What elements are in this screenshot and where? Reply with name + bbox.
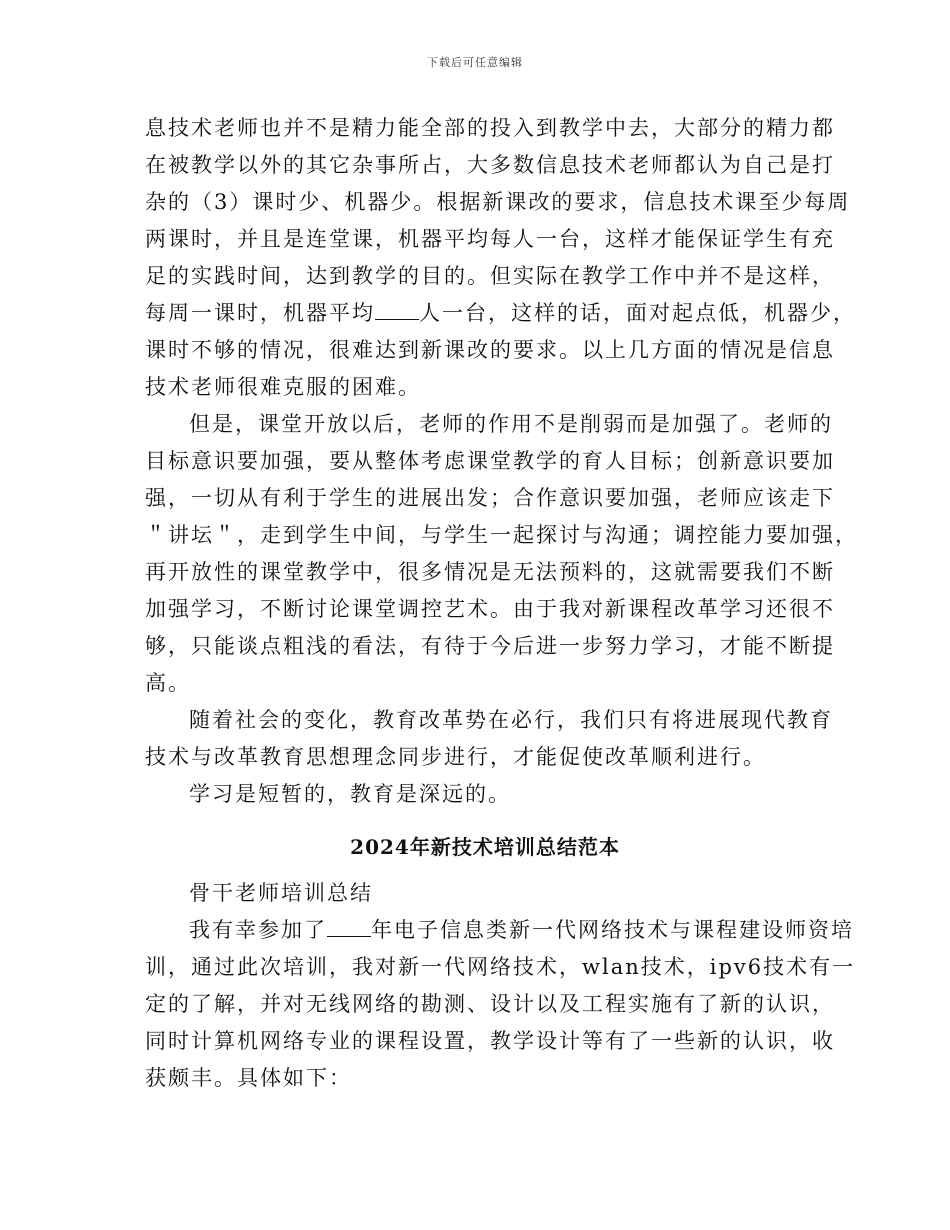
paragraph-line: 技术与改革教育思想理念同步进行，才能促使改革顺利进行。 — [145, 745, 766, 769]
paragraph-line: 足的实践时间，达到教学的目的。但实际在教学工作中并不是这样， — [145, 264, 835, 288]
paragraph-line: 但是，课堂开放以后，老师的作用不是削弱而是加强了。老师的 — [189, 412, 833, 436]
paragraph-line: 高。 — [145, 671, 191, 695]
paragraph-line: 同时计算机网络专业的课程设置，教学设计等有了一些新的认识，收 — [145, 1029, 835, 1053]
paragraph-line: 够，只能谈点粗浅的看法，有待于今后进一步努力学习，才能不断提 — [145, 634, 835, 658]
paragraph-line: 学习是短暂的，教育是深远的。 — [189, 782, 511, 806]
text-fragment: 人一台，这样的话，面对起点低，机器少， — [419, 301, 856, 325]
text-fragment: 每周一课时，机器平均 — [145, 301, 375, 325]
paragraph-line: 目标意识要加强，要从整体考虑课堂教学的育人目标；创新意识要加 — [145, 449, 835, 473]
fill-in-blank — [375, 297, 419, 320]
paragraph-line: ＂讲坛＂，走到学生中间，与学生一起探讨与沟通；调控能力要加强， — [145, 523, 858, 547]
paragraph-line: 课时不够的情况，很难达到新课改的要求。以上几方面的情况是信息 — [145, 338, 835, 362]
paragraph-line: 技术老师很难克服的困难。 — [145, 375, 421, 399]
paragraph-line: 杂的（3）课时少、机器少。根据新课改的要求，信息技术课至少每周 — [145, 190, 851, 214]
paragraph-line: 加强学习，不断讨论课堂调控艺术。由于我对新课程改革学习还很不 — [145, 597, 835, 621]
paragraph-line: 获颇丰。具体如下： — [145, 1066, 352, 1090]
paragraph-line: 息技术老师也并不是精力能全部的投入到教学中去，大部分的精力都 — [145, 116, 835, 140]
text-fragment: 年电子信息类新一代网络技术与课程建设师资培 — [371, 918, 854, 942]
paragraph-line — [145, 912, 854, 949]
section-subtitle: 骨干老师培训总结 — [189, 881, 373, 905]
paragraph-line: 定的了解，并对无线网络的勘测、设计以及工程实施有了新的认识， — [145, 992, 835, 1016]
section-title: 2024年新技术培训总结范本 — [350, 835, 620, 859]
paragraph-line: 随着社会的变化，教育改革势在必行，我们只有将进展现代教育 — [189, 708, 833, 732]
paragraph-line — [145, 295, 856, 332]
paragraph-line: 再开放性的课堂教学中，很多情况是无法预料的，这就需要我们不断 — [145, 560, 835, 584]
paragraph-line: 训，通过此次培训，我对新一代网络技术，wlan技术，ipv6技术有一 — [145, 955, 856, 979]
paragraph-line: 在被教学以外的其它杂事所占，大多数信息技术老师都认为自己是打 — [145, 153, 835, 177]
document-body — [145, 110, 858, 1097]
fill-in-blank — [327, 914, 371, 937]
paragraph-line: 两课时，并且是连堂课，机器平均每人一台，这样才能保证学生有充 — [145, 227, 835, 251]
text-fragment: 我有幸参加了 — [189, 918, 327, 942]
paragraph-line: 强，一切从有利于学生的进展出发；合作意识要加强，老师应该走下 — [145, 486, 835, 510]
page-header-note: 下载后可任意编辑 — [427, 56, 523, 69]
